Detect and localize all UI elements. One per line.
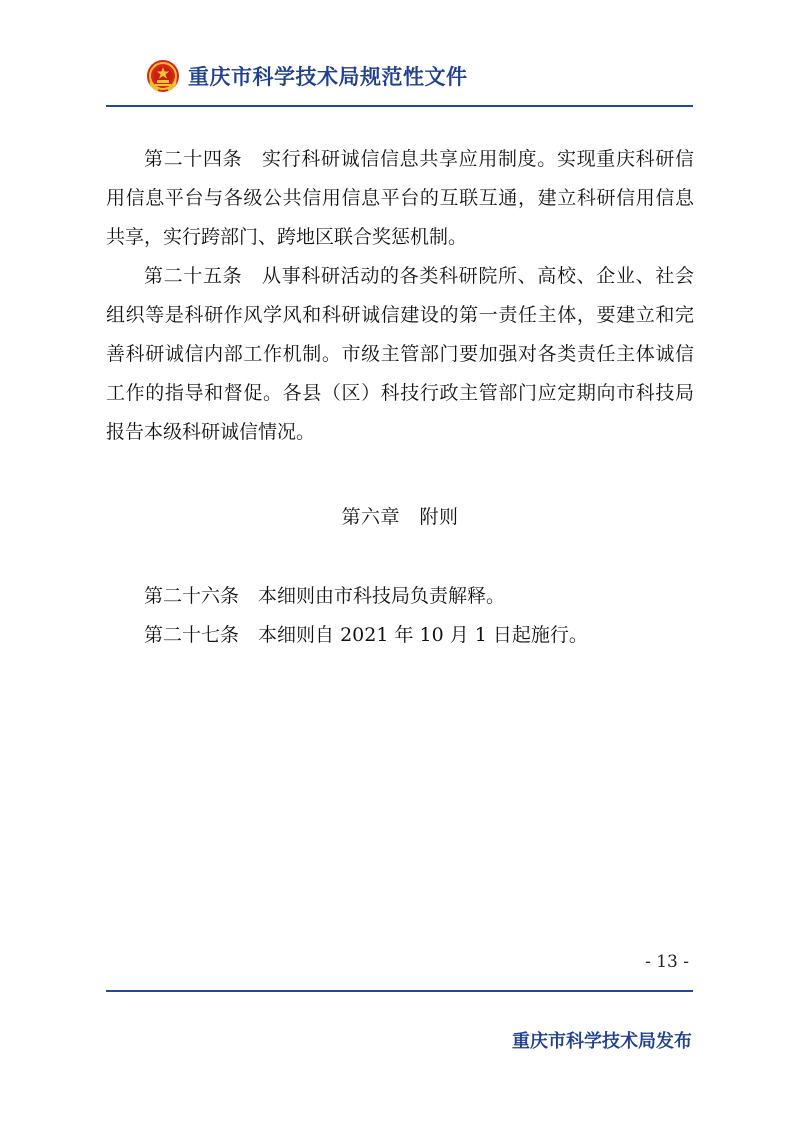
- article-text: 从事科研活动的各类科研院所、高校、企业、社会组织等是科研作风学风和科研诚信建设的第一责任主体，要建立和完善科研诚信内部工作机制。市级主管部门要加强对各类责任主体诚信工作的指导和督促。各县（区）科技行政主管部门应定期向市科技局报告本级科研诚信情况。: [106, 265, 694, 443]
- national-emblem-icon: [146, 59, 180, 93]
- header-divider: [106, 105, 693, 107]
- header-title: 重庆市科学技术局规范性文件: [188, 65, 468, 89]
- article-number: 第二十四条: [144, 148, 243, 170]
- document-header: [146, 56, 468, 96]
- page-number: - 13 -: [645, 952, 689, 972]
- document-body: [106, 140, 694, 452]
- article-paragraph: [106, 577, 694, 616]
- article-text: 本细则由市科技局负责解释。: [258, 585, 506, 607]
- article-text: 实行科研诚信信息共享应用制度。实现重庆科研信用信息平台与各级公共信用信息平台的互联互通，建立科研信用信息共享，实行跨部门、跨地区联合奖惩机制。: [106, 148, 694, 248]
- chapter-heading: 第六章 附则: [341, 506, 459, 528]
- article-paragraph: [106, 257, 694, 452]
- article-number: 第二十六条: [144, 585, 240, 607]
- article-number: 第二十七条: [144, 624, 240, 646]
- article-paragraph: [106, 616, 694, 655]
- supplementary-provisions: [106, 577, 694, 655]
- article-number: 第二十五条: [144, 265, 243, 287]
- article-paragraph: [106, 140, 694, 257]
- footer-divider: [106, 990, 693, 992]
- article-text: 本细则自 2021 年 10 月 1 日起施行。: [258, 624, 588, 646]
- publisher-label: 重庆市科学技术局发布: [512, 1031, 692, 1052]
